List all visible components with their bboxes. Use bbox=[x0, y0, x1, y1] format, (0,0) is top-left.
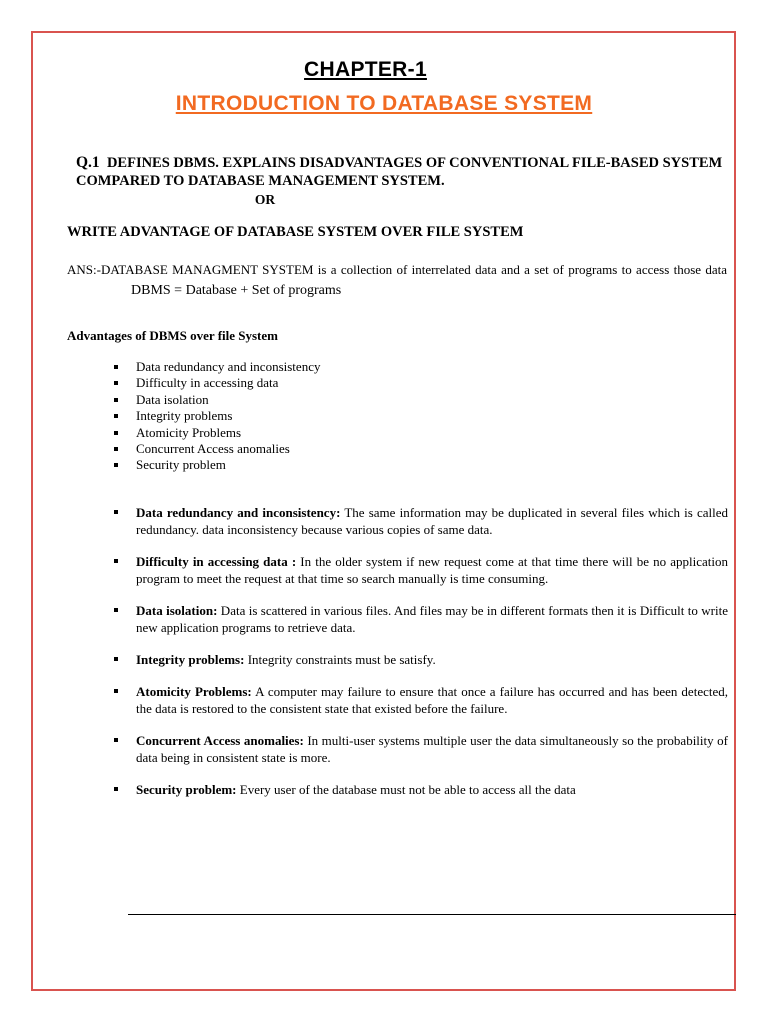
square-bullet-icon bbox=[114, 463, 118, 467]
square-bullet-icon bbox=[114, 657, 118, 661]
item-term: Concurrent Access anomalies: bbox=[136, 733, 304, 748]
square-bullet-icon bbox=[114, 689, 118, 693]
item-description: Data is scattered in various files. And files may be in different formats then it is Difficult to write new application programs to retrieve data. bbox=[136, 603, 729, 635]
list-item: Security problem bbox=[114, 457, 320, 473]
dbms-formula: DBMS = Database + Set of programs bbox=[131, 283, 342, 298]
square-bullet-icon bbox=[114, 608, 118, 612]
square-bullet-icon bbox=[114, 365, 118, 369]
answer-paragraph bbox=[67, 260, 727, 301]
list-item: Difficulty in accessing data bbox=[114, 375, 320, 391]
item-term: Difficulty in accessing data : bbox=[136, 554, 297, 569]
list-item bbox=[114, 553, 728, 587]
list-item: Data redundancy and inconsistency bbox=[114, 359, 320, 375]
item-term: Security problem: bbox=[136, 782, 237, 797]
item-term: Data redundancy and inconsistency: bbox=[136, 505, 341, 520]
footer-rule bbox=[128, 914, 736, 915]
square-bullet-icon bbox=[114, 414, 118, 418]
list-item bbox=[114, 504, 728, 538]
chapter-title: INTRODUCTION TO DATABASE SYSTEM bbox=[175, 92, 593, 115]
list-item: Concurrent Access anomalies bbox=[114, 441, 320, 457]
list-item bbox=[114, 683, 728, 717]
chapter-heading: CHAPTER-1 bbox=[304, 58, 427, 81]
square-bullet-icon bbox=[114, 398, 118, 402]
list-item: Integrity problems bbox=[114, 408, 320, 424]
list-item bbox=[114, 732, 728, 766]
list-item: Data isolation bbox=[114, 392, 320, 408]
square-bullet-icon bbox=[114, 431, 118, 435]
item-description: The same information may be duplicated in several files which is called redundancy. data inconsistency because various copies of same data. bbox=[136, 505, 729, 537]
item-description: Integrity constraints must be satisfy. bbox=[244, 652, 436, 667]
square-bullet-icon bbox=[114, 787, 118, 791]
item-term: Data isolation: bbox=[136, 603, 218, 618]
square-bullet-icon bbox=[114, 559, 118, 563]
advantages-heading: Advantages of DBMS over file System bbox=[67, 328, 278, 343]
square-bullet-icon bbox=[114, 738, 118, 742]
short-advantages-list bbox=[114, 359, 320, 474]
square-bullet-icon bbox=[114, 510, 118, 514]
item-term: Atomicity Problems: bbox=[136, 684, 252, 699]
list-item: Atomicity Problems bbox=[114, 425, 320, 441]
item-description: In multi-user systems multiple user the data simultaneously so the probability of data being in consistent state is more. bbox=[136, 733, 728, 765]
item-term: Integrity problems: bbox=[136, 652, 245, 667]
answer-text: DATABASE MANAGMENT SYSTEM is a collection of interrelated data and a set of programs to access those data bbox=[100, 262, 727, 277]
list-item bbox=[114, 651, 728, 668]
detailed-advantages-list bbox=[114, 504, 728, 798]
list-item bbox=[114, 781, 728, 798]
item-description: Every user of the database must not be able to access all the data bbox=[236, 782, 576, 797]
question-text: DEFINES DBMS. EXPLAINS DISADVANTAGES OF CONVENTIONAL FILE-BASED SYSTEM COMPARED TO DATABASE MANAGEMENT SYSTEM. bbox=[76, 155, 723, 189]
item-description: In the older system if new request come at that time there will be no application program to meet the request at that time so search manually is time consuming. bbox=[136, 554, 728, 586]
question-number: Q.1 bbox=[76, 154, 100, 171]
square-bullet-icon bbox=[114, 381, 118, 385]
alternate-question: WRITE ADVANTAGE OF DATABASE SYSTEM OVER FILE SYSTEM bbox=[67, 224, 524, 240]
question-1 bbox=[76, 154, 736, 190]
item-description: A computer may failure to ensure that once a failure has occurred and has been detected, the data is restored to the consistent state that existed before the failure. bbox=[136, 684, 728, 716]
answer-label: ANS:- bbox=[67, 262, 101, 277]
list-item bbox=[114, 602, 728, 636]
or-separator: OR bbox=[254, 192, 276, 207]
square-bullet-icon bbox=[114, 447, 118, 451]
